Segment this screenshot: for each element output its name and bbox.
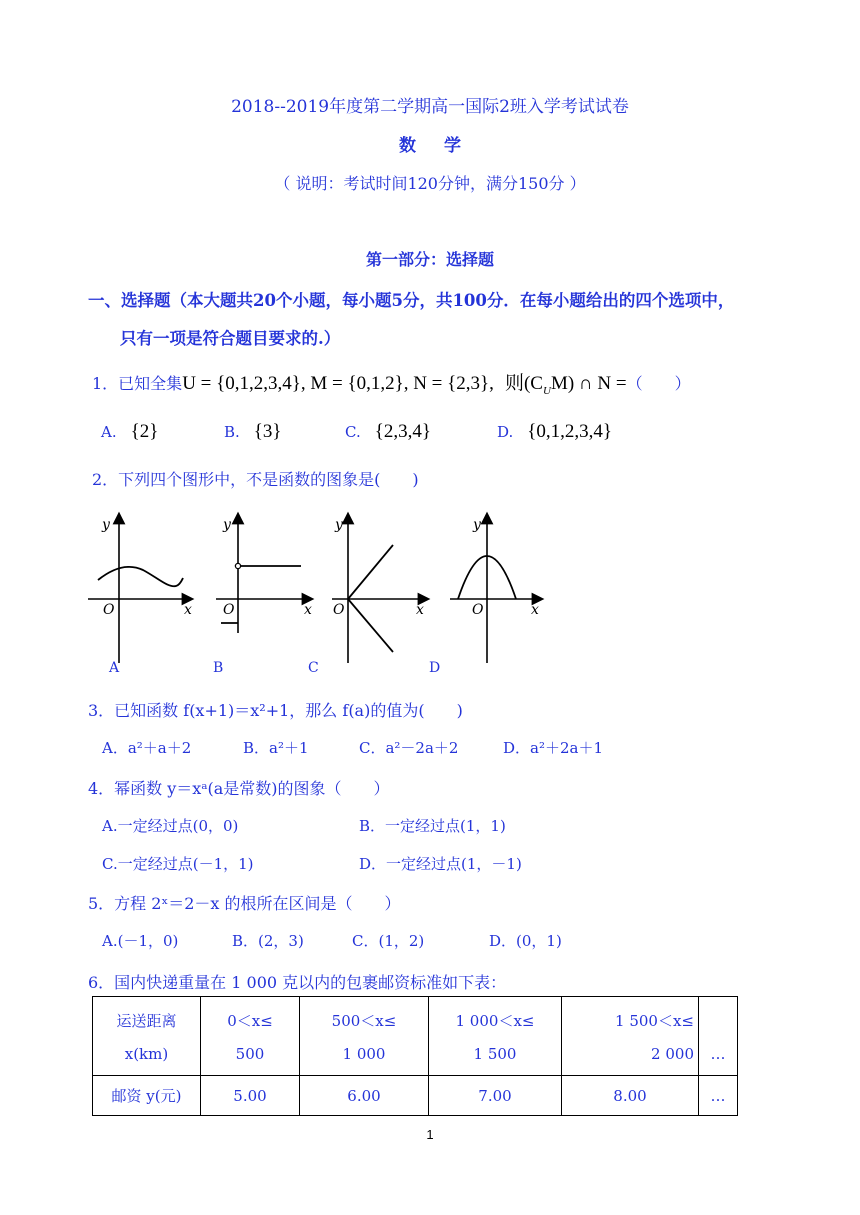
q5-option-d: D．(0，1) bbox=[489, 932, 562, 950]
graph-b-origin: O bbox=[223, 602, 235, 618]
table-cell: 运送距离 x(km) bbox=[93, 997, 201, 1076]
graph-a-x-label: x bbox=[184, 602, 192, 618]
q3-option-a: A．a²＋a＋2 bbox=[102, 739, 192, 757]
q1-option-d: D. {0,1,2,3,4} bbox=[497, 421, 613, 442]
graph-b-y-label: y bbox=[223, 517, 231, 533]
q1-option-a: A. {2} bbox=[101, 421, 159, 442]
graph-d-y-label: y bbox=[473, 517, 481, 533]
table-cell: 1 000＜x≤ 1 500 bbox=[429, 997, 562, 1076]
table-row bbox=[93, 997, 738, 1076]
q5-option-b: B．(2，3) bbox=[232, 932, 304, 950]
exam-note: （ 说明：考试时间120分钟，满分150分 ） bbox=[274, 174, 586, 193]
part-title: 第一部分：选择题 bbox=[365, 250, 494, 269]
graph-b-x-label: x bbox=[304, 602, 312, 618]
q4-option-a: A.一定经过点(0，0) bbox=[102, 817, 239, 835]
graph-label-b: B bbox=[213, 660, 224, 676]
graph-d-x-label: x bbox=[531, 602, 539, 618]
graph-label-d: D bbox=[429, 660, 441, 676]
q1-set-expression: U = {0,1,2,3,4}, M = {0,1,2}, N = {2,3}, bbox=[182, 373, 494, 394]
q3-option-c: C．a²－2a＋2 bbox=[359, 739, 459, 757]
question-6: 6．国内快递重量在 1 000 克以内的包裹邮资标准如下表： bbox=[88, 973, 507, 992]
question-4: 4．幂函数 y＝xᵃ(a是常数)的图象（ ） bbox=[88, 779, 390, 798]
table-cell: 6.00 bbox=[300, 1076, 429, 1116]
graph-d-origin: O bbox=[472, 602, 484, 618]
q1-option-b: B. {3} bbox=[224, 421, 282, 442]
exam-title: 2018--2019年度第二学期高一国际2班入学考试试卷 bbox=[231, 97, 629, 117]
graph-a-y-label: y bbox=[102, 517, 110, 533]
q1-complement-sub: U bbox=[543, 384, 551, 397]
table-cell: … bbox=[699, 997, 738, 1076]
graph-a bbox=[88, 517, 192, 663]
subject-title: 数学 bbox=[399, 136, 489, 156]
table-cell: 5.00 bbox=[201, 1076, 300, 1116]
graph-label-a: A bbox=[109, 660, 120, 676]
q4-option-d: D．一定经过点(1，－1) bbox=[359, 855, 522, 873]
graph-d bbox=[450, 517, 539, 663]
table-cell: 0＜x≤ 500 bbox=[201, 997, 300, 1076]
graph-a-origin: O bbox=[103, 602, 115, 618]
q4-option-b: B．一定经过点(1，1) bbox=[359, 817, 506, 835]
q3-option-d: D．a²＋2a＋1 bbox=[503, 739, 604, 757]
q1-complement-rest: M) ∩ N = bbox=[550, 373, 627, 394]
question-3: 3．已知函数 f(x+1)＝x²+1，那么 f(a)的值为( ) bbox=[88, 701, 463, 720]
function-graphs-figure bbox=[88, 508, 558, 678]
graph-c bbox=[332, 517, 424, 663]
table-row bbox=[93, 1076, 738, 1116]
question-2: 2．下列四个图形中，不是函数的图象是( ) bbox=[92, 470, 419, 489]
q1-complement-open: 则(C bbox=[504, 373, 543, 394]
table-cell: 500＜x≤ 1 000 bbox=[300, 997, 429, 1076]
graph-b bbox=[216, 517, 312, 633]
table-cell: … bbox=[699, 1076, 738, 1116]
graph-c-origin: O bbox=[333, 602, 345, 618]
page-number: 1 bbox=[426, 1127, 434, 1142]
table-cell: 7.00 bbox=[429, 1076, 562, 1116]
section-heading-line2: 只有一项是符合题目要求的.） bbox=[120, 329, 341, 348]
section-heading-line1: 一、选择题（本大题共20个小题，每小题5分，共100分．在每小题给出的四个选项中， bbox=[88, 291, 735, 310]
question-5: 5．方程 2ˣ＝2－x 的根所在区间是（ ） bbox=[88, 894, 401, 913]
graph-c-y-label: y bbox=[335, 517, 343, 533]
graph-label-c: C bbox=[308, 660, 319, 676]
q4-option-c: C.一定经过点(－1，1) bbox=[102, 855, 254, 873]
q1-prefix: 1．已知全集 bbox=[92, 374, 183, 393]
graph-c-x-label: x bbox=[416, 602, 424, 618]
postage-table bbox=[92, 996, 738, 1116]
table-cell: 邮资 y(元) bbox=[93, 1076, 201, 1116]
q1-answer-paren: （ ） bbox=[626, 374, 691, 393]
table-cell: 1 500＜x≤ 2 000 bbox=[562, 997, 699, 1076]
q3-option-b: B．a²＋1 bbox=[243, 739, 309, 757]
q5-option-c: C．(1，2) bbox=[352, 932, 425, 950]
table-cell: 8.00 bbox=[562, 1076, 699, 1116]
question-1 bbox=[92, 368, 691, 397]
q1-option-c: C. {2,3,4} bbox=[345, 421, 431, 442]
q5-option-a: A.(－1，0) bbox=[102, 932, 179, 950]
